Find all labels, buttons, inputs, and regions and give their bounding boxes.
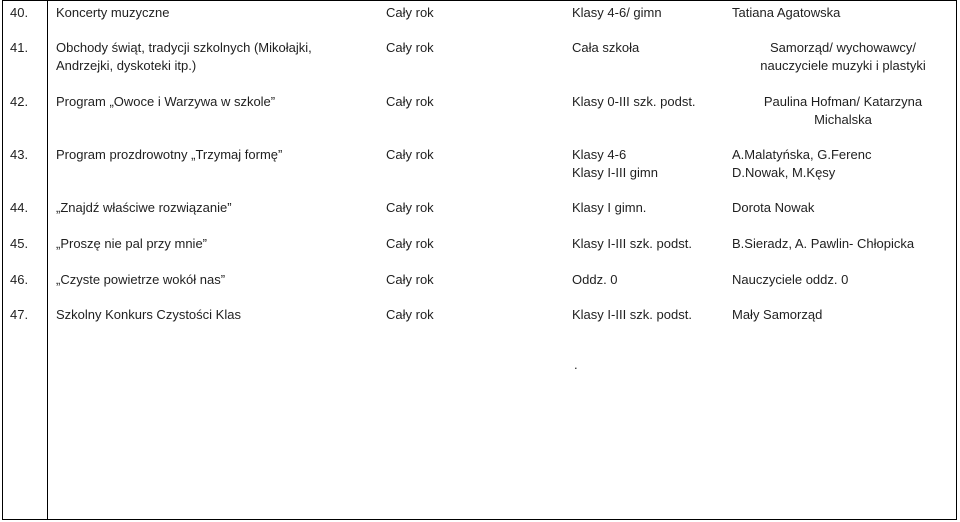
event-responsible: Dorota Nowak <box>732 200 815 215</box>
event-responsible: Nauczyciele oddz. 0 <box>732 272 849 287</box>
table-border-left <box>2 0 3 520</box>
row-number: 44. <box>10 200 29 215</box>
event-classes: Klasy I-III szk. podst. <box>572 307 692 322</box>
event-time: Cały rok <box>386 94 434 109</box>
event-name: Program „Owoce i Warzywa w szkole” <box>56 94 276 109</box>
table-border-right <box>956 0 957 520</box>
row-number: 42. <box>10 94 29 109</box>
event-name-line2: Andrzejki, dyskoteki itp.) <box>56 58 197 73</box>
event-responsible: A.Malatyńska, G.Ferenc <box>732 147 872 162</box>
event-responsible: B.Sieradz, A. Pawlin- Chłopicka <box>732 236 915 251</box>
event-classes: Klasy I-III szk. podst. <box>572 236 692 251</box>
event-classes-line2: Klasy I-III gimn <box>572 165 658 180</box>
event-responsible: Tatiana Agatowska <box>732 5 841 20</box>
event-time: Cały rok <box>386 272 434 287</box>
event-classes: Oddz. 0 <box>572 272 618 287</box>
stray-period: . <box>574 357 578 372</box>
events-table <box>2 0 957 520</box>
event-classes: Klasy 4-6 <box>572 147 627 162</box>
event-classes: Klasy I gimn. <box>572 200 647 215</box>
event-classes: Klasy 4-6/ gimn <box>572 5 662 20</box>
event-name: Koncerty muzyczne <box>56 5 170 20</box>
event-classes: Cała szkoła <box>572 40 640 55</box>
event-responsible: Samorząd/ wychowawcy/ <box>770 40 916 55</box>
event-name: Szkolny Konkurs Czystości Klas <box>56 307 241 322</box>
event-time: Cały rok <box>386 5 434 20</box>
event-time: Cały rok <box>386 307 434 322</box>
row-number: 46. <box>10 272 29 287</box>
event-responsible: Mały Samorząd <box>732 307 823 322</box>
table-border-bottom <box>2 519 957 520</box>
table-border-top <box>2 0 957 1</box>
event-responsible-line2: Michalska <box>814 112 872 127</box>
event-name: „Znajdź właściwe rozwiązanie” <box>56 200 232 215</box>
event-responsible: Paulina Hofman/ Katarzyna <box>763 94 923 109</box>
column-divider <box>47 0 48 520</box>
event-name: „Czyste powietrze wokół nas” <box>56 272 226 287</box>
event-time: Cały rok <box>386 147 434 162</box>
event-responsible-line2: nauczyciele muzyki i plastyki <box>760 58 926 73</box>
event-name: Obchody świąt, tradycji szkolnych (Mikołajki, <box>56 40 312 55</box>
row-number: 41. <box>10 40 29 55</box>
event-time: Cały rok <box>386 40 434 55</box>
event-name: „Proszę nie pal przy mnie” <box>56 236 207 251</box>
row-number: 45. <box>10 236 29 251</box>
row-number: 40. <box>10 5 29 20</box>
event-time: Cały rok <box>386 200 434 215</box>
event-time: Cały rok <box>386 236 434 251</box>
row-number: 47. <box>10 307 29 322</box>
event-classes: Klasy 0-III szk. podst. <box>572 94 696 109</box>
event-name: Program prozdrowotny „Trzymaj formę” <box>56 147 283 162</box>
event-responsible-line2: D.Nowak, M.Kęsy <box>732 165 836 180</box>
row-number: 43. <box>10 147 29 162</box>
